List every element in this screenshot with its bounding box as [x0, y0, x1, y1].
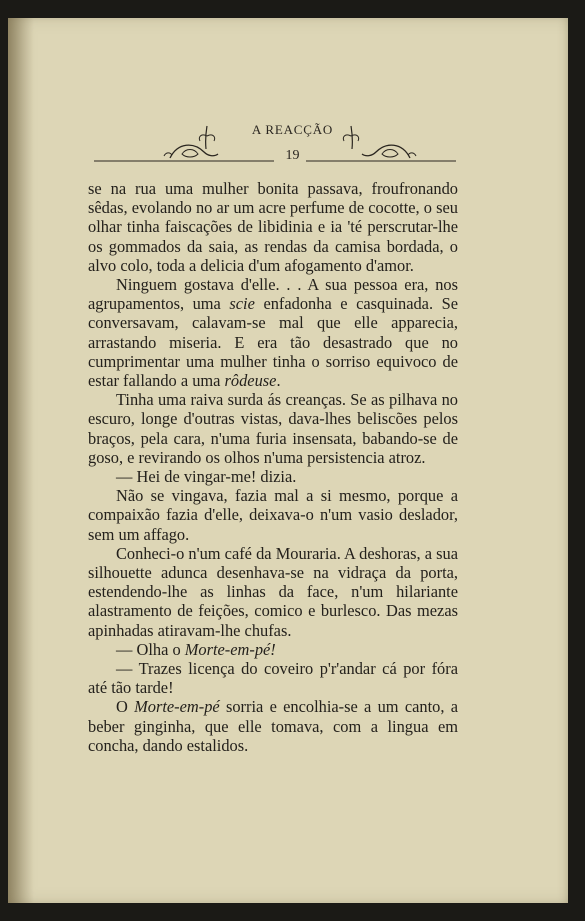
paragraph: Conheci-o n'um café da Mouraria. A deshoras, a sua silhouette adunca desenhava-se na vidraça da porta, estendendo-lhe as linhas da face, n'um hilariante alastramento de feições, comico e burlesco. Das mezas apinhadas atiravam-lhe chufas. — [88, 543, 458, 640]
page-header — [0, 122, 585, 172]
dialogue-line: — Hei de vingar-me! dizia. — [116, 467, 297, 487]
running-title: A REACÇÃO — [251, 122, 334, 137]
paragraph: se na rua uma mulher bonita passava, froufronando sêdas, evolando no ar um acre perfume de cocotte, o seu olhar tinha faiscações de libidinia e ia 'té perscrutar-lhe os gommados da saia, as rendas da camisa bordada, o alvo colo, toda a delicia d'um afogamento d'amor. — [88, 179, 458, 275]
dialogue-line: — Trazes licença do coveiro p'r'andar cá por fóra até tão tarde! — [88, 659, 458, 698]
dialogue-line: — Olha o Morte-em-pé! — [116, 639, 276, 659]
paragraph: Ninguem gostava d'elle. . . A sua pessoa era, nos agrupamentos, uma scie enfadonha e casquinada. Se conversavam, calavam-se mal que elle apparecia, arrastando miseria. E era tão desastrado que no cumprimentar uma mulher tinha o sorriso equivoco de estar fallando a uma rôdeuse. — [88, 275, 458, 391]
body-text — [88, 179, 458, 755]
paragraph: O Morte-em-pé sorria e encolhia-se a um canto, a beber ginginha, que elle tomava, com a lingua em concha, dando estalidos. — [88, 697, 458, 755]
paragraph: Tinha uma raiva surda ás creanças. Se as pilhava no escuro, longe d'outras vistas, dava-lhes beliscões pelos braços, pela cara, n'uma furia insensata, babando-se de goso, e revirando os olhos n'uma persistencia atroz. — [88, 390, 458, 467]
page-number: 19 — [285, 148, 300, 163]
paragraph: Não se vingava, fazia mal a si mesmo, porque a compaixão fazia d'elle, deixava-o n'um vasio deslador, sem um affago. — [88, 486, 458, 544]
